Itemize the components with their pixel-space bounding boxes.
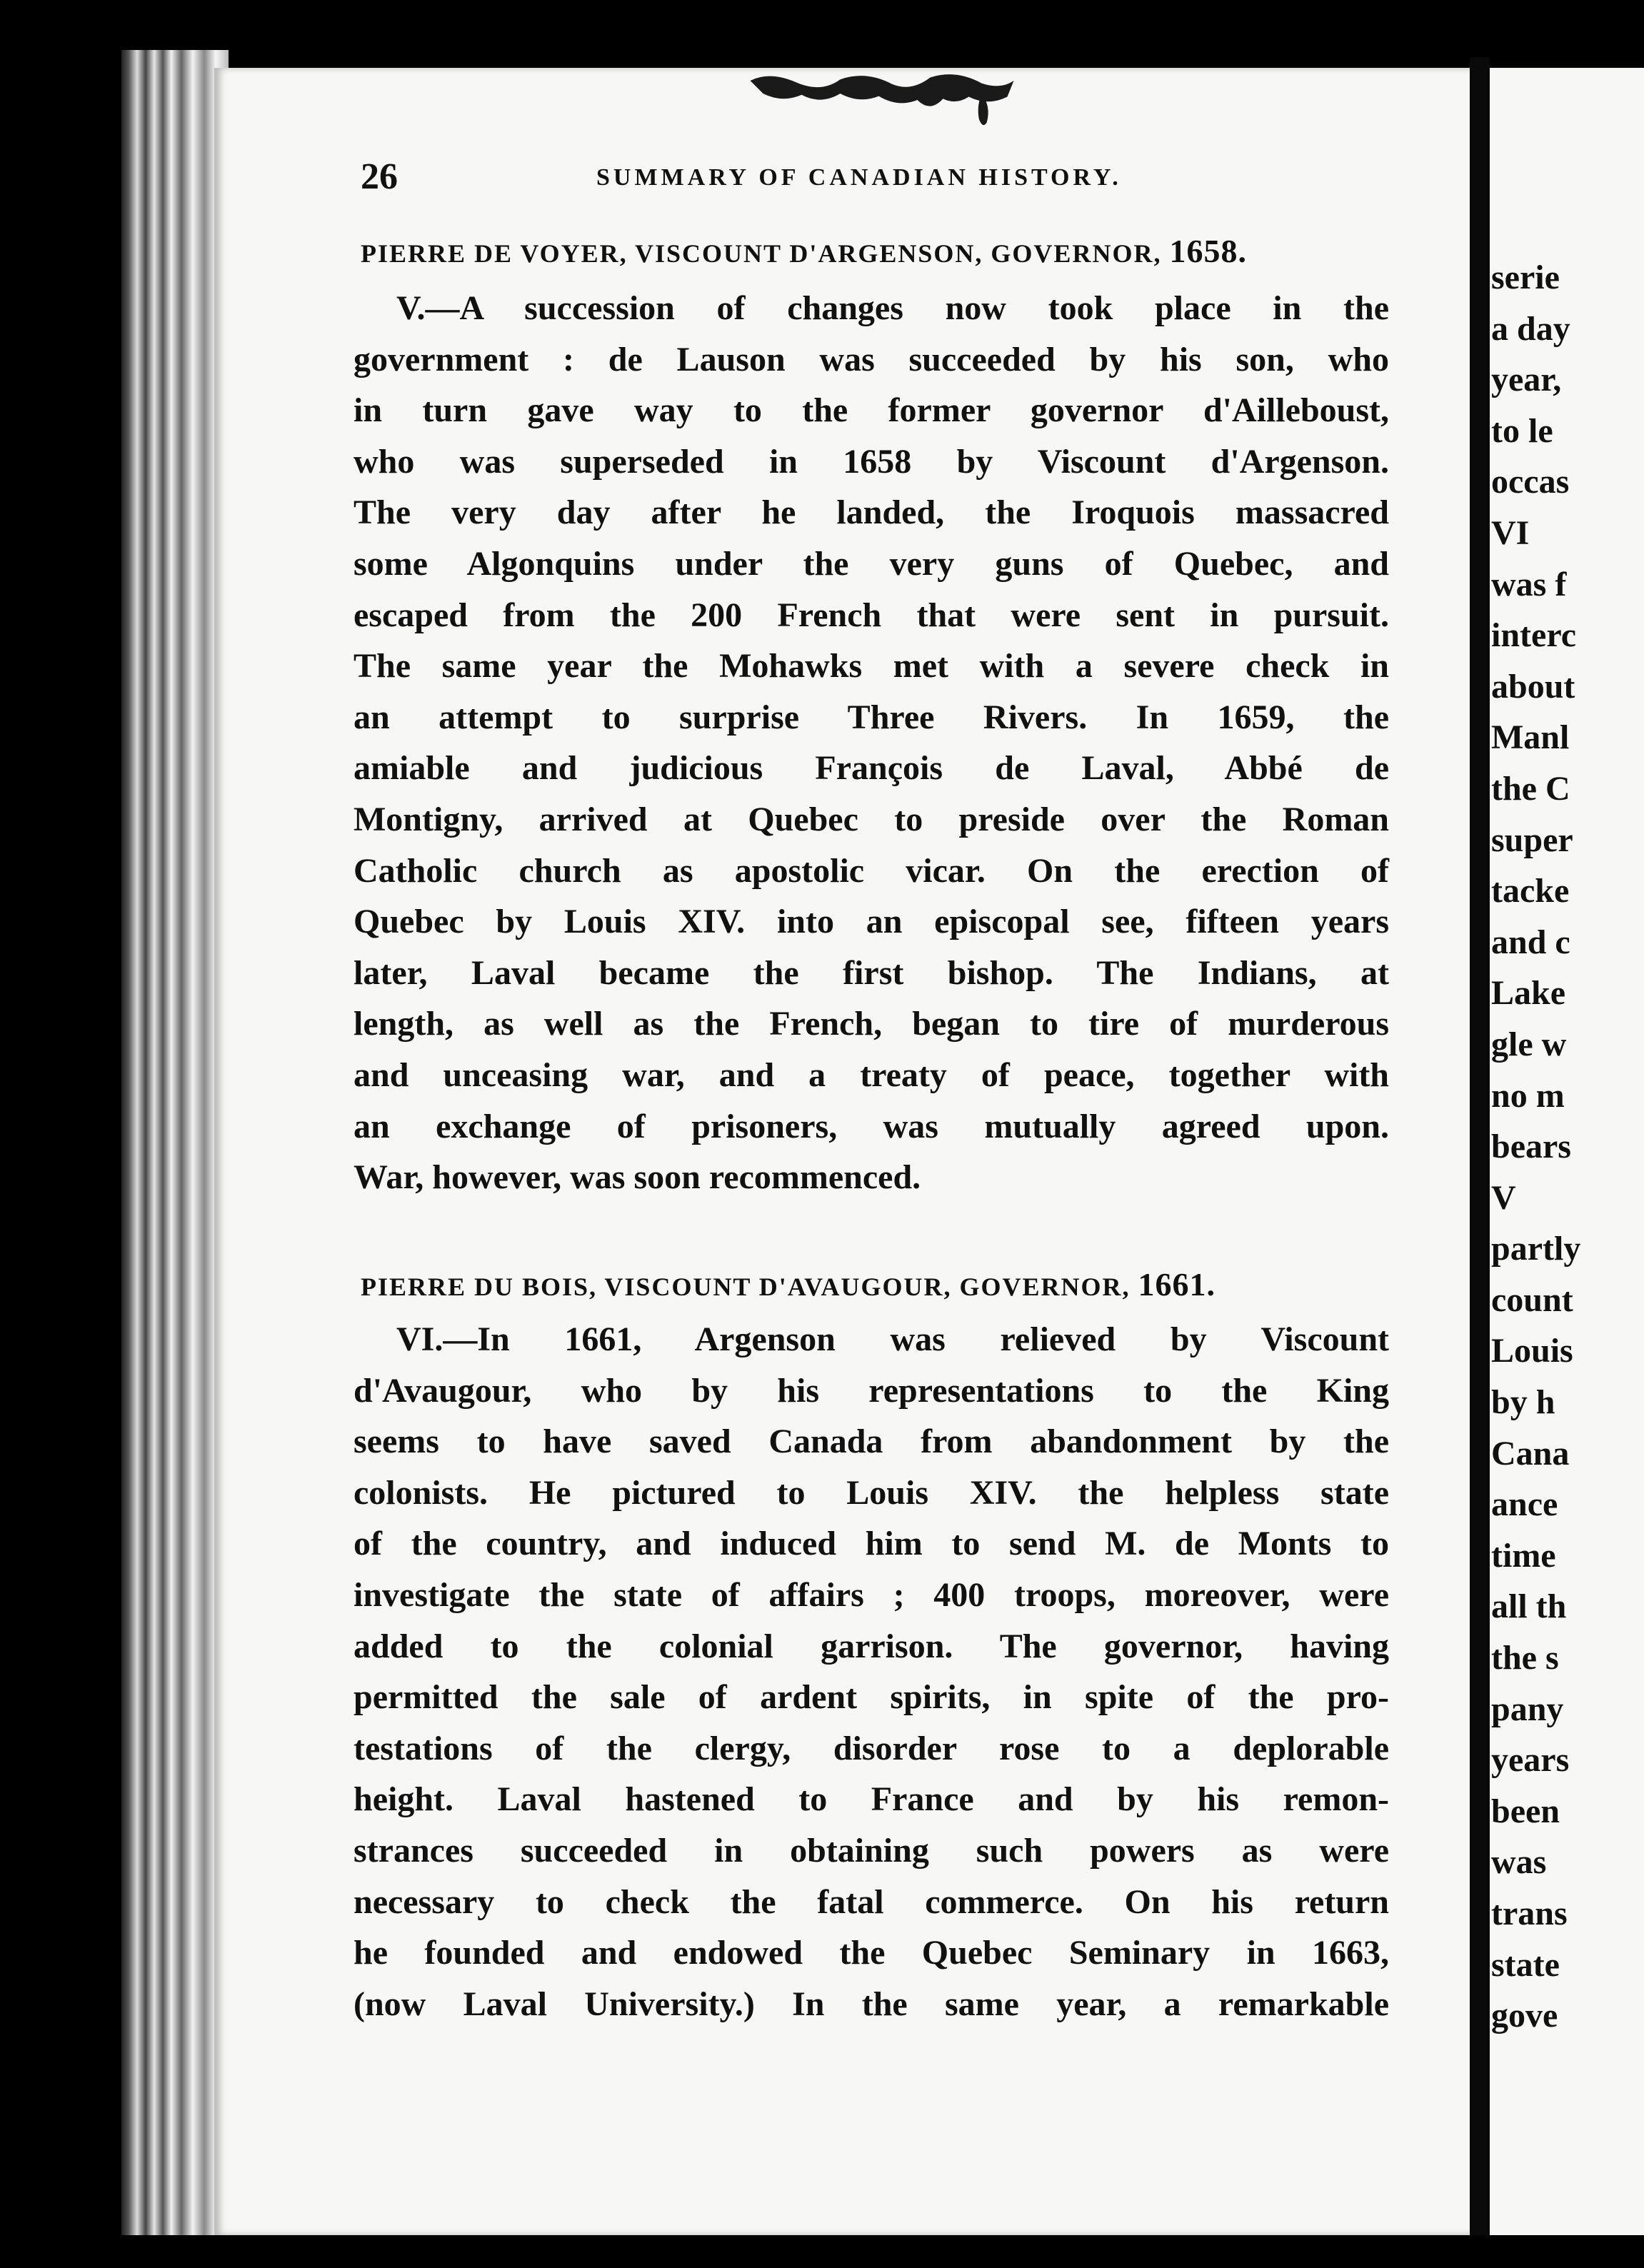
facing-page-fragment: [1490, 68, 1644, 2235]
text-line: testations of the clergy, disorder rose to a deplorable: [354, 1729, 1389, 1767]
text-line: added to the colonial garrison. The governor, having: [354, 1627, 1389, 1665]
text-line: V.—A succession of changes now took place in the: [396, 289, 1389, 327]
text-line: amiable and judicious François de Laval, Abbé de: [354, 749, 1389, 788]
facing-page-line: and c: [1491, 923, 1570, 961]
facing-page-line: interc: [1491, 616, 1577, 655]
facing-page-line: partly: [1491, 1230, 1581, 1268]
text-line: seems to have saved Canada from abandonment by the: [354, 1422, 1389, 1461]
facing-page-line: Lake: [1491, 974, 1566, 1013]
heading-year: 1658.: [1169, 233, 1247, 269]
text-line: Montigny, arrived at Quebec to preside over the Roman: [354, 800, 1389, 838]
text-line: War, however, was soon recommenced.: [354, 1158, 921, 1197]
text-line: government : de Lauson was succeeded by his son, who: [354, 340, 1389, 378]
scan-border: [0, 2235, 1644, 2268]
page-number: 26: [361, 156, 398, 197]
facing-page-line: VI: [1491, 513, 1530, 552]
facing-page-line: year,: [1491, 361, 1562, 399]
text-line: of the country, and induced him to send M. de Monts to: [354, 1525, 1389, 1563]
text-line: Catholic church as apostolic vicar. On the erection of: [354, 851, 1389, 890]
heading-year: 1661.: [1138, 1266, 1216, 1303]
facing-page-line: tacke: [1491, 872, 1570, 910]
facing-page-line: occas: [1491, 463, 1570, 501]
facing-page-line: state: [1491, 1945, 1560, 1984]
section-heading-avaugour: [361, 1265, 1216, 1303]
facing-page-line: gle w: [1491, 1025, 1567, 1063]
text-line: height. Laval hastened to France and by his remon-: [354, 1780, 1389, 1819]
text-line: d'Avaugour, who by his representations to the King: [354, 1371, 1389, 1410]
text-line: he founded and endowed the Quebec Seminary in 1663,: [354, 1934, 1389, 1972]
text-line: colonists. He pictured to Louis XIV. the helpless state: [354, 1473, 1389, 1512]
facing-page-line: super: [1491, 821, 1573, 859]
facing-page-line: the C: [1491, 769, 1570, 808]
facing-page-line: to le: [1491, 411, 1553, 450]
facing-page-line: all th: [1491, 1587, 1567, 1626]
facing-page-line: gove: [1491, 1997, 1558, 2035]
text-line: length, as well as the French, began to tire of murderous: [354, 1005, 1389, 1043]
facing-page-line: years: [1491, 1741, 1570, 1780]
paragraph-section-v: [354, 283, 1389, 1203]
facing-page-line: trans: [1491, 1895, 1568, 1932]
facing-page-line: ance: [1491, 1485, 1558, 1524]
paragraph-section-vi: [354, 1314, 1389, 2029]
facing-page-line: by h: [1491, 1383, 1555, 1422]
facing-page-line: the s: [1491, 1639, 1559, 1677]
facing-page-line: Louis: [1491, 1332, 1573, 1370]
facing-page-line: Manl: [1491, 718, 1570, 757]
facing-page-line: been: [1491, 1792, 1560, 1830]
book-gutter: [1470, 57, 1490, 2242]
facing-page-line: time: [1491, 1536, 1556, 1575]
text-line: The very day after he landed, the Iroquois massacred: [354, 493, 1389, 532]
facing-page-line: serie: [1491, 259, 1560, 296]
text-line: (now Laval University.) In the same year, a remarkable: [354, 1985, 1389, 2023]
page-header: [361, 156, 1396, 199]
text-line: later, Laval became the first bishop. The Indians, at: [354, 953, 1389, 992]
facing-page-line: no m: [1491, 1076, 1565, 1115]
text-line: escaped from the 200 French that were sent in pursuit.: [354, 596, 1389, 634]
text-line: necessary to check the fatal commerce. On his return: [354, 1882, 1389, 1921]
facing-page-line: about: [1491, 667, 1575, 706]
facing-page-line: a day: [1491, 309, 1570, 348]
facing-page-line: Cana: [1491, 1434, 1570, 1472]
heading-text: PIERRE DE VOYER, VISCOUNT D'ARGENSON, GOVERNOR,: [361, 239, 1162, 268]
text-line: who was superseded in 1658 by Viscount d'Argenson.: [354, 442, 1389, 481]
facing-page-line: was f: [1491, 565, 1567, 603]
text-line: investigate the state of affairs ; 400 troops, moreover, were: [354, 1575, 1389, 1614]
ink-blot: [728, 68, 1036, 132]
facing-page-line: was: [1491, 1843, 1547, 1882]
page-stack-edges: [121, 50, 229, 2235]
text-line: an exchange of prisoners, was mutually agreed upon.: [354, 1107, 1389, 1145]
section-heading-argenson: [361, 232, 1247, 270]
facing-page-line: V: [1491, 1178, 1516, 1217]
heading-text: PIERRE DU BOIS, VISCOUNT D'AVAUGOUR, GOVERNOR,: [361, 1273, 1131, 1301]
text-line: permitted the sale of ardent spirits, in spite of the pro-: [354, 1678, 1389, 1717]
text-line: Quebec by Louis XIV. into an episcopal see, fifteen years: [354, 903, 1389, 941]
facing-page-line: bears: [1491, 1128, 1571, 1166]
text-line: strances succeeded in obtaining such powers as were: [354, 1831, 1389, 1870]
running-title: SUMMARY OF CANADIAN HISTORY.: [596, 164, 1122, 191]
text-line: VI.—In 1661, Argenson was relieved by Viscount: [396, 1320, 1389, 1358]
text-line: in turn gave way to the former governor d'Ailleboust,: [354, 391, 1389, 430]
text-line: and unceasing war, and a treaty of peace, together with: [354, 1055, 1389, 1094]
text-line: some Algonquins under the very guns of Quebec, and: [354, 544, 1389, 583]
text-line: an attempt to surprise Three Rivers. In 1659, the: [354, 698, 1389, 736]
facing-page-line: count: [1491, 1280, 1573, 1319]
facing-page-line: pany: [1491, 1690, 1564, 1728]
text-line: The same year the Mohawks met with a severe check in: [354, 647, 1389, 686]
facing-page-lines: [1491, 252, 1580, 2042]
